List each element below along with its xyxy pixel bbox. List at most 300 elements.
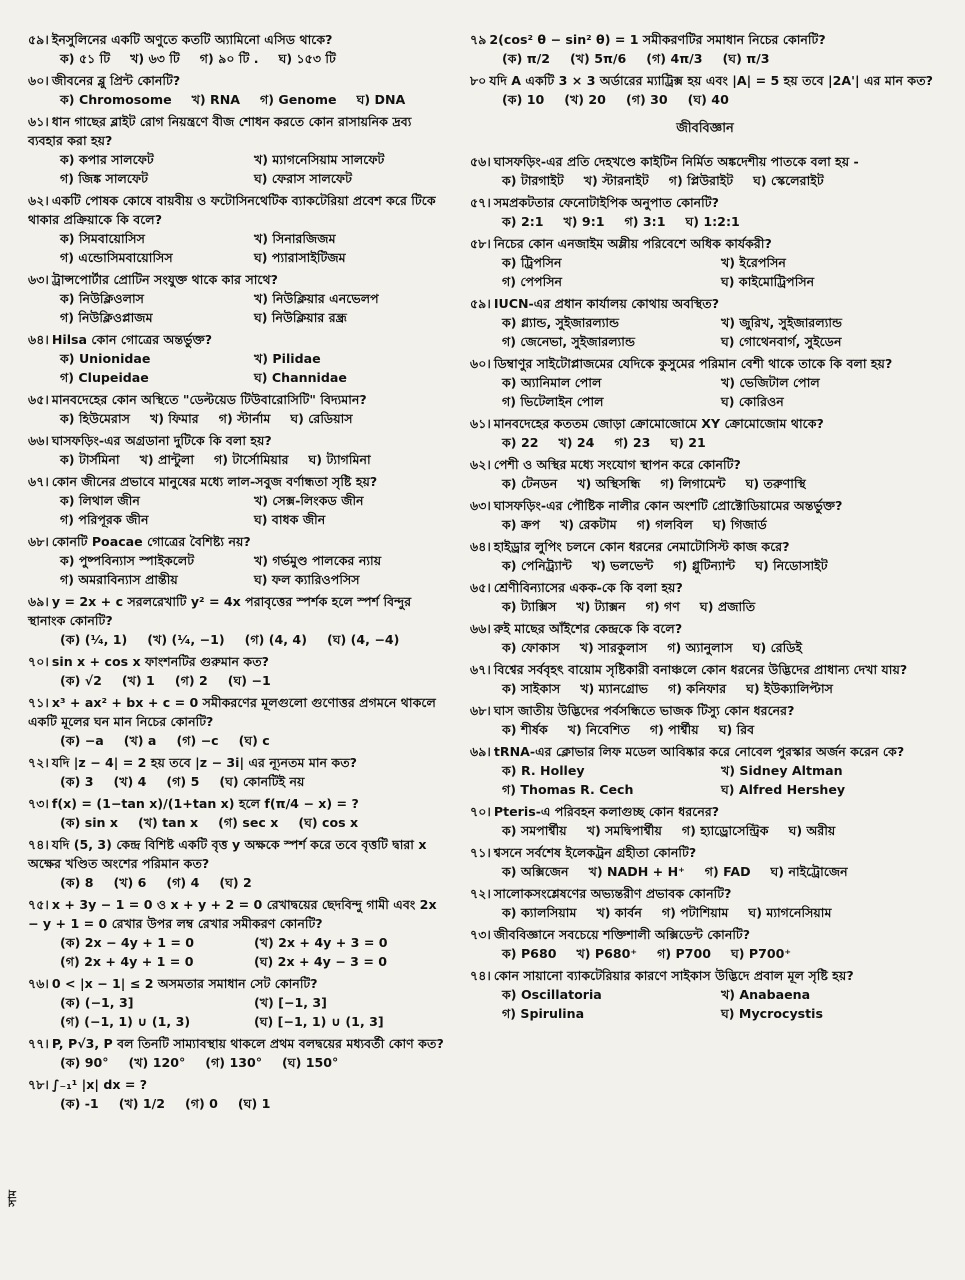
- answer-option[interactable]: (গ) 4π/3: [646, 51, 703, 66]
- answer-option[interactable]: ঘ) কাইমোট্রিপসিন: [721, 274, 815, 289]
- options-list: [28, 933, 448, 971]
- answer-option[interactable]: গ) গণ: [645, 599, 680, 614]
- answer-option[interactable]: ঘ) গিজার্ড: [712, 517, 767, 532]
- options-list: [28, 551, 448, 589]
- options-list: [28, 1094, 448, 1113]
- answer-option[interactable]: গ) গ্লুটিন্যান্ট: [673, 558, 736, 573]
- answer-option[interactable]: গ) নিউক্লিওপ্লাজম: [60, 310, 153, 325]
- options-list: [470, 821, 940, 840]
- answer-option[interactable]: গ) টার্সোমিয়ার: [213, 452, 289, 467]
- question-number: ৭৮।: [28, 1077, 49, 1092]
- answer-option[interactable]: ঘ) Alfred Hershey: [721, 782, 846, 797]
- question-number: ৭২।: [470, 886, 491, 901]
- answer-option[interactable]: ঘ) তরুণাস্থি: [745, 476, 806, 491]
- answer-option[interactable]: খ) গর্ভমুণ্ড পালকের ন্যায়: [254, 553, 382, 568]
- question-number: ৭৪।: [28, 837, 49, 852]
- answer-option[interactable]: (ঘ) 1: [237, 1096, 271, 1111]
- answer-option[interactable]: ক) হিউমেরাস: [60, 411, 130, 426]
- answer-option[interactable]: ঘ) ম্যাগনেসিয়াম: [748, 905, 832, 920]
- question-stem: যদি |z − 4| = 2 হয় তবে |z − 3i| এর ন্যূনতম মান কত?: [51, 755, 357, 770]
- question-stem: sin x + cos x ফাংশনটির গুরুমান কত?: [51, 654, 269, 669]
- question-text: [470, 71, 940, 90]
- answer-option[interactable]: ঘ) অরীয়: [788, 823, 836, 838]
- answer-option[interactable]: গ) Genome: [260, 92, 337, 107]
- question-text: [470, 152, 940, 171]
- answer-option[interactable]: গ) লিগামেন্ট: [660, 476, 726, 491]
- answer-option[interactable]: গ) Spirulina: [502, 1006, 585, 1021]
- answer-option[interactable]: খ) ইরেপসিন: [721, 255, 786, 270]
- question-number: ৬৮।: [28, 534, 49, 549]
- answer-option[interactable]: ঘ) কোরিওন: [721, 394, 784, 409]
- question-text: [470, 966, 940, 985]
- answer-option[interactable]: ঘ) 21: [670, 435, 706, 450]
- answer-option[interactable]: গ) প্লিউরাইট: [668, 173, 734, 188]
- answer-option[interactable]: খ) NADH + H⁺: [588, 864, 685, 879]
- answer-option[interactable]: ক) R. Holley: [502, 763, 585, 778]
- answer-option[interactable]: গ) পেপসিন: [502, 274, 563, 289]
- question: [28, 974, 448, 1031]
- answer-option[interactable]: ক) সাইকাস: [502, 681, 561, 696]
- answer-option[interactable]: ক) সিমবায়োসিস: [60, 231, 145, 246]
- answer-option[interactable]: খ) রেকটাম: [560, 517, 617, 532]
- question-number: ৬০।: [470, 356, 491, 371]
- answer-option[interactable]: গ) Thomas R. Cech: [502, 782, 634, 797]
- answer-option[interactable]: খ) ট্যাক্সন: [576, 599, 626, 614]
- answer-option[interactable]: (ঘ) [−1, 1) ∪ (1, 3]: [254, 1014, 384, 1029]
- answer-option[interactable]: গ) ৯০ টি .: [199, 51, 259, 66]
- question-stem: 2(cos² θ − sin² θ) = 1 সমীকরণটির সমাধান নিচের কোনটি?: [489, 32, 826, 47]
- answer-option[interactable]: খ) স্টারনাইট: [583, 173, 649, 188]
- options-list: [28, 1053, 448, 1072]
- answer-option[interactable]: খ) ভেজিটাল পোল: [721, 375, 820, 390]
- answer-option[interactable]: গ) কনিফার: [668, 681, 727, 696]
- options-list: [470, 597, 940, 616]
- answer-option[interactable]: খ) সারকুলাস: [579, 640, 648, 655]
- answer-option[interactable]: খ) সেক্স-লিংকড জীন: [254, 493, 364, 508]
- answer-option[interactable]: ক) Chromosome: [60, 92, 172, 107]
- answer-option[interactable]: (ক) 90°: [60, 1055, 109, 1070]
- question-number: ৬৩।: [470, 498, 491, 513]
- question-stem: সমপ্রকটতার ফেনোটাইপিক অনুপাত কোনটি?: [493, 195, 719, 210]
- options-list: [28, 993, 448, 1031]
- answer-option[interactable]: ক) ৫১ টি: [60, 51, 111, 66]
- question-text: [470, 742, 940, 761]
- question: [470, 537, 940, 575]
- answer-option[interactable]: ঘ) P700⁺: [730, 946, 792, 961]
- question-text: [470, 193, 940, 212]
- question-text: [470, 414, 940, 433]
- question-stem: কোনটি Poacae গোত্রের বৈশিষ্ট্য নয়?: [51, 534, 251, 549]
- answer-option[interactable]: ক) গ্ল্যান্ড, সুইজারল্যান্ড: [502, 315, 620, 330]
- question: [28, 270, 448, 327]
- answer-option[interactable]: (গ) 0: [185, 1096, 218, 1111]
- question: [470, 455, 940, 493]
- answer-option[interactable]: (ক) 3: [60, 774, 94, 789]
- answer-option[interactable]: খ) ম্যাগনেসিয়াম সালফেট: [254, 152, 385, 167]
- question-number: ৭৯: [470, 32, 487, 47]
- answer-option[interactable]: ক) লিথাল জীন: [60, 493, 140, 508]
- answer-option[interactable]: (ঘ) কোনটিই নয়: [219, 774, 305, 789]
- question: [28, 472, 448, 529]
- options-list: [470, 556, 940, 575]
- answer-option[interactable]: (ক) -1: [60, 1096, 99, 1111]
- question-stem: ঘাস জাতীয় উদ্ভিদের পর্বসন্ধিতে ভাজক টিস্যু কোন ধরনের?: [493, 703, 795, 718]
- answer-option[interactable]: (গ) −c: [176, 733, 219, 748]
- answer-option[interactable]: ঘ) প্যারাসাইটিজম: [254, 250, 346, 265]
- answer-option[interactable]: ঘ) গোথেনবার্গ, সুইডেন: [721, 334, 842, 349]
- answer-option[interactable]: ক) অ্যানিমাল পোল: [502, 375, 602, 390]
- answer-option[interactable]: (খ) 120°: [128, 1055, 186, 1070]
- question: [470, 701, 940, 739]
- question: [28, 794, 448, 832]
- question-number: ৬২।: [470, 457, 491, 472]
- options-list: [470, 474, 940, 493]
- answer-option[interactable]: (ঘ) 2: [219, 875, 252, 890]
- answer-option[interactable]: গ) এন্ডোসিমবায়োসিস: [60, 250, 173, 265]
- answer-option[interactable]: ঘ) নিউক্লিয়ার রন্ধ্র: [254, 310, 347, 325]
- question: [470, 966, 940, 1023]
- answer-option[interactable]: ক) ক্যালসিয়াম: [502, 905, 577, 920]
- answer-option[interactable]: (খ) 6: [113, 875, 147, 890]
- question-text: [28, 390, 448, 409]
- answer-option[interactable]: ঘ) ফল ক্যারিওপসিস: [254, 572, 360, 587]
- answer-option[interactable]: ক) অক্সিজেন: [502, 864, 569, 879]
- question-number: ৭১।: [28, 695, 49, 710]
- answer-option[interactable]: খ) কার্বন: [596, 905, 642, 920]
- answer-option[interactable]: (খ) 2x + 4y + 3 = 0: [254, 935, 388, 950]
- question-number: ৮০: [470, 73, 487, 88]
- question-text: [470, 354, 940, 373]
- options-list: [470, 433, 940, 452]
- question-text: [470, 578, 940, 597]
- answer-option[interactable]: (ক) π/2: [502, 51, 551, 66]
- question: [470, 414, 940, 452]
- answer-option[interactable]: খ) 24: [558, 435, 595, 450]
- question-stem: ঘাসফড়িং-এর প্রতি দেহখণ্ডে কাইটিন নির্মিত অঙ্কদেশীয় পাতকে বলা হয় -: [493, 154, 859, 169]
- options-list: [470, 253, 940, 291]
- answer-option[interactable]: গ) Clupeidae: [60, 370, 149, 385]
- question-stem: শ্বসনে সর্বশেষ ইলেকট্রন গ্রহীতা কোনটি?: [493, 845, 697, 860]
- question: [28, 30, 448, 68]
- answer-option[interactable]: (গ) 2: [174, 673, 208, 688]
- answer-option[interactable]: ক) 2:1: [502, 214, 544, 229]
- question-text: [28, 112, 448, 150]
- answer-option[interactable]: (ক) (−1, 3]: [60, 995, 134, 1010]
- answer-option[interactable]: (গ) 130°: [205, 1055, 263, 1070]
- options-list: [28, 289, 448, 327]
- answer-option[interactable]: (খ) a: [123, 733, 157, 748]
- answer-option[interactable]: (ঘ) 2x + 4y − 3 = 0: [254, 954, 388, 969]
- answer-option[interactable]: খ) ৬৩ টি: [130, 51, 180, 66]
- answer-option[interactable]: গ) অমরাবিন্যাস প্রান্তীয়: [60, 572, 178, 587]
- question-number: ৭৩।: [28, 796, 49, 811]
- question: [470, 619, 940, 657]
- answer-option[interactable]: গ) অ্যানুলাস: [667, 640, 733, 655]
- answer-option[interactable]: (খ) 20: [564, 92, 606, 107]
- question-stem: x³ + ax² + bx + c = 0 সমীকরণের মূলগুলো গুণোত্তর প্রগমনে থাকলে একটি মূলের ঘন মান নিচের কোনটি?: [28, 695, 436, 729]
- answer-option[interactable]: (খ) 1: [121, 673, 155, 688]
- question-number: ৭০।: [470, 804, 491, 819]
- question-stem: একটি পোষক কোষে বায়বীয় ও ফটোসিনথেটিক ব্যাকটেরিয়া প্রবেশ করে টিকে থাকার প্রক্রিয়াকে কি বলে?: [28, 193, 436, 227]
- question-number: ৫৮।: [470, 236, 491, 251]
- answer-option[interactable]: ক) Oscillatoria: [502, 987, 602, 1002]
- answer-option[interactable]: ঘ) ইউক্যালিপ্টাস: [746, 681, 833, 696]
- question-stem: জীববিজ্ঞানে সবচেয়ে শক্তিশালী অক্সিডেন্ট কোনটি?: [493, 927, 751, 942]
- answer-option[interactable]: ঘ) ১৫৩ টি: [278, 51, 336, 66]
- answer-option[interactable]: ঘ) নিডোসাইট: [755, 558, 828, 573]
- answer-option[interactable]: খ) Pilidae: [254, 351, 321, 366]
- answer-option[interactable]: গ) ভিটেলাইন পোল: [502, 394, 604, 409]
- answer-option[interactable]: খ) RNA: [191, 92, 241, 107]
- question-number: ৬৪।: [470, 539, 491, 554]
- question-stem: f(x) = (1−tan x)/(1+tan x) হলে f(π/4 − x) = ?: [51, 796, 359, 811]
- question: [470, 234, 940, 291]
- answer-option[interactable]: ক) P680: [502, 946, 557, 961]
- question-stem: মানবদেহের কোন অস্থিতে "ডেল্টয়েড টিউবারোসিটি" বিদ্যমান?: [51, 392, 367, 407]
- question-number: ৭৪।: [470, 968, 491, 983]
- answer-option[interactable]: খ) সমদ্বিপার্শ্বীয়: [586, 823, 662, 838]
- answer-option[interactable]: ক) পেনিট্র্যান্ট: [502, 558, 572, 573]
- answer-option[interactable]: (গ) 5: [166, 774, 200, 789]
- answer-option[interactable]: খ) জুরিখ, সুইজারল্যান্ড: [721, 315, 843, 330]
- answer-option[interactable]: খ) ফিমার: [149, 411, 199, 426]
- answer-option[interactable]: (গ) 30: [625, 92, 668, 107]
- answer-option[interactable]: গ) পার্শ্বীয়: [649, 722, 699, 737]
- question: [470, 578, 940, 616]
- answer-option[interactable]: (খ) (¹⁄₄, −1): [147, 632, 225, 647]
- answer-option[interactable]: ঘ) রিব: [718, 722, 755, 737]
- answer-option[interactable]: ক) কপার সালফেট: [60, 152, 154, 167]
- question: [28, 835, 448, 892]
- answer-option[interactable]: গ) P700: [657, 946, 711, 961]
- question-number: ৬৮।: [470, 703, 491, 718]
- answer-option[interactable]: ক) টার্সমিনা: [60, 452, 120, 467]
- answer-option[interactable]: (ক) 10: [502, 92, 545, 107]
- question-text: [28, 270, 448, 289]
- options-list: [470, 638, 940, 657]
- question-text: [28, 330, 448, 349]
- question-stem: Pteris-এ পরিবহন কলাগুচ্ছ কোন ধরনের?: [493, 804, 720, 819]
- question-stem: IUCN-এর প্রধান কার্যালয় কোথায় অবস্থিত?: [493, 296, 720, 311]
- question-text: [28, 1075, 448, 1094]
- answer-option[interactable]: খ) 9:1: [563, 214, 605, 229]
- question-number: ৬৯।: [470, 744, 491, 759]
- answer-option[interactable]: খ) ম্যানগ্রোভ: [580, 681, 649, 696]
- answer-option[interactable]: গ) হ্যাড্রোসেন্ট্রিক: [681, 823, 769, 838]
- answer-option[interactable]: (ঘ) (4, −4): [326, 632, 400, 647]
- question-stem: সালোকসংশ্লেষণের অভ্যন্তরীণ প্রভাবক কোনটি?: [493, 886, 732, 901]
- answer-option[interactable]: ক) শীর্ষক: [502, 722, 548, 737]
- section-title-biology: জীববিজ্ঞান: [676, 121, 734, 136]
- question: [470, 152, 940, 190]
- answer-option[interactable]: (গ) (4, 4): [244, 632, 307, 647]
- answer-option[interactable]: গ) পরিপূরক জীন: [60, 512, 149, 527]
- answer-option[interactable]: গ) জিঙ্ক সালফেট: [60, 171, 149, 186]
- answer-option[interactable]: (খ) tan x: [138, 815, 199, 830]
- answer-option[interactable]: খ) প্রান্টুলা: [139, 452, 194, 467]
- options-list: [28, 349, 448, 387]
- question-number: ৭৭।: [28, 1036, 49, 1051]
- answer-option[interactable]: (খ) 1/2: [118, 1096, 165, 1111]
- options-list: [470, 985, 940, 1023]
- answer-option[interactable]: ক) 22: [502, 435, 539, 450]
- answer-option[interactable]: খ) ভলভেন্ট: [591, 558, 654, 573]
- answer-option[interactable]: ক) টারগাইট: [502, 173, 564, 188]
- answer-option[interactable]: (খ) [−1, 3]: [254, 995, 327, 1010]
- answer-option[interactable]: ঘ) রেডিয়াস: [290, 411, 353, 426]
- answer-option[interactable]: ঘ) ফেরাস সালফেট: [254, 171, 352, 186]
- answer-option[interactable]: ঘ) Channidae: [254, 370, 347, 385]
- answer-option[interactable]: (গ) 2x + 4y + 1 = 0: [60, 954, 194, 969]
- answer-option[interactable]: (ঘ) −1: [227, 673, 271, 688]
- question-text: [470, 30, 940, 49]
- answer-option[interactable]: ঘ) নাইট্রোজেন: [770, 864, 848, 879]
- question-number: ৫৭।: [470, 195, 491, 210]
- answer-option[interactable]: গ) FAD: [704, 864, 751, 879]
- answer-option[interactable]: ঘ) স্কেলেরাইট: [753, 173, 824, 188]
- answer-option[interactable]: ক) ক্রপ: [502, 517, 541, 532]
- answer-option[interactable]: (খ) 4: [113, 774, 147, 789]
- answer-option[interactable]: ক) ট্যাক্সিস: [502, 599, 557, 614]
- question-text: [28, 592, 448, 630]
- options-list: [470, 720, 940, 739]
- answer-option[interactable]: (ঘ) 150°: [282, 1055, 339, 1070]
- answer-option[interactable]: গ) গলবিল: [636, 517, 693, 532]
- question-text: [470, 234, 940, 253]
- options-list: [470, 862, 940, 881]
- answer-option[interactable]: ক) নিউক্লিওলাস: [60, 291, 144, 306]
- right-column: [470, 30, 940, 1026]
- answer-option[interactable]: (ঘ) c: [238, 733, 270, 748]
- options-list: [28, 873, 448, 892]
- answer-option[interactable]: ঘ) 1:2:1: [685, 214, 740, 229]
- answer-option[interactable]: ঘ) বাধক জীন: [254, 512, 326, 527]
- question: [470, 843, 940, 881]
- answer-option[interactable]: (ঘ) π/3: [722, 51, 770, 66]
- answer-option[interactable]: ক) ট্রিপসিন: [502, 255, 562, 270]
- answer-option[interactable]: (ক) −a: [60, 733, 104, 748]
- answer-option[interactable]: ঘ) ট্যাগমিনা: [308, 452, 371, 467]
- answer-option[interactable]: (খ) 5π/6: [570, 51, 627, 66]
- question-stem: ঘাসফড়িং-এর পৌষ্টিক নালীর কোন অংশটি প্রোক্টোডিয়ামের অন্তর্ভুক্ত?: [493, 498, 843, 513]
- answer-option[interactable]: খ) নিউক্লিয়ার এনভেলপ: [254, 291, 379, 306]
- answer-option[interactable]: গ) 23: [614, 435, 651, 450]
- answer-option[interactable]: (গ) sec x: [218, 815, 279, 830]
- question-stem: Hilsa কোন গোত্রের অন্তর্ভুক্ত?: [51, 332, 213, 347]
- answer-option[interactable]: গ) স্টার্নাম: [218, 411, 271, 426]
- question-text: [28, 71, 448, 90]
- question-text: [470, 496, 940, 515]
- question-number: ৬৪।: [28, 332, 49, 347]
- answer-option[interactable]: ক) সমপার্শ্বীয়: [502, 823, 567, 838]
- question-stem: মানবদেহের কততম জোড়া ক্রোমোজোমে XY ক্রোমোজোম থাকে?: [493, 416, 824, 431]
- question-stem: P, P√3, P বল তিনটি সাম্যাবস্থায় থাকলে প্রথম বলদ্বয়ের মধ্যবর্তী কোণ কত?: [51, 1036, 444, 1051]
- answer-option[interactable]: (ক) 8: [60, 875, 94, 890]
- answer-option[interactable]: ক) টেনডন: [502, 476, 558, 491]
- options-list: [470, 373, 940, 411]
- question-stem: কোন জীনের প্রভাবে মানুষের মধ্যে লাল-সবুজ বর্ণান্ধতা সৃষ্টি হয়?: [51, 474, 378, 489]
- answer-option[interactable]: (ঘ) cos x: [298, 815, 359, 830]
- answer-option[interactable]: ক) পুষ্পবিন্যাস স্পাইকলেট: [60, 553, 195, 568]
- options-list: [28, 150, 448, 188]
- options-list: [28, 491, 448, 529]
- question-text: [28, 472, 448, 491]
- answer-option[interactable]: (ক) √2: [60, 673, 102, 688]
- question-number: ৫৯।: [28, 32, 49, 47]
- question-text: [470, 802, 940, 821]
- answer-option[interactable]: গ) জেনেভা, সুইজারল্যান্ড: [502, 334, 636, 349]
- question-number: ৬৫।: [470, 580, 491, 595]
- question-number: ৬১।: [470, 416, 491, 431]
- question-text: [28, 753, 448, 772]
- answer-option[interactable]: (ক) sin x: [60, 815, 118, 830]
- options-list: [28, 49, 448, 68]
- answer-option[interactable]: খ) Anabaena: [721, 987, 811, 1002]
- answer-option[interactable]: ক) ফোকাস: [502, 640, 560, 655]
- answer-option[interactable]: (গ) (−1, 1) ∪ (1, 3): [60, 1014, 191, 1029]
- question-stem: নিচের কোন এনজাইম অম্লীয় পরিবেশে অধিক কার্যকরী?: [493, 236, 772, 251]
- answer-option[interactable]: ঘ) DNA: [356, 92, 406, 107]
- question-stem: x + 3y − 1 = 0 ও x + y + 2 = 0 রেখাদ্বয়ের ছেদবিন্দু গামী এবং 2x − y + 1 = 0 রেখার উপর লম্ব রেখার সমীকরণ কোনটি?: [28, 897, 437, 931]
- answer-option[interactable]: খ) Sidney Altman: [721, 763, 843, 778]
- question-number: ৬৫।: [28, 392, 49, 407]
- question-text: [28, 191, 448, 229]
- question-text: [470, 455, 940, 474]
- answer-option[interactable]: খ) নিবেশিত: [567, 722, 630, 737]
- options-list: [28, 450, 448, 469]
- question-stem: শ্রেণীবিন্যাসের একক-কে কি বলা হয়?: [493, 580, 683, 595]
- question-number: ৭৩।: [470, 927, 491, 942]
- answer-option[interactable]: ঘ) Mycrocystis: [721, 1006, 823, 1021]
- options-list: [470, 515, 940, 534]
- options-list: [28, 671, 448, 690]
- answer-option[interactable]: ঘ) প্রজাতি: [699, 599, 756, 614]
- options-list: [28, 731, 448, 750]
- answer-option[interactable]: খ) অস্থিসন্ধি: [577, 476, 641, 491]
- options-list: [470, 49, 940, 68]
- answer-option[interactable]: গ) 3:1: [624, 214, 666, 229]
- answer-option[interactable]: ঘ) রেডিই: [752, 640, 803, 655]
- answer-option[interactable]: (গ) 4: [166, 875, 200, 890]
- options-list: [28, 813, 448, 832]
- question-number: ৫৯।: [470, 296, 491, 311]
- answer-option[interactable]: খ) সিনারজিজম: [254, 231, 336, 246]
- question-text: [470, 925, 940, 944]
- question: [470, 30, 940, 68]
- question-stem: যদি A একটি 3 × 3 অর্ডারের ম্যাট্রিক্স হয় এবং |A| = 5 হয় তবে |2A'| এর মান কত?: [489, 73, 933, 88]
- question: [28, 191, 448, 267]
- answer-option[interactable]: ক) Unionidae: [60, 351, 151, 366]
- answer-option[interactable]: খ) P680⁺: [576, 946, 638, 961]
- options-list: [28, 772, 448, 791]
- question-number: ৬৭।: [28, 474, 49, 489]
- question-number: ৬৬।: [28, 433, 49, 448]
- question: [28, 112, 448, 188]
- question-stem: ডিম্বাণুর সাইটোপ্লাজমের যেদিকে কুসুমের পরিমান বেশী থাকে তাকে কি বলা হয়?: [493, 356, 893, 371]
- answer-option[interactable]: (ক) (¹⁄₄, 1): [60, 632, 128, 647]
- question-stem: tRNA-এর ক্লোভার লিফ মডেল আবিষ্কার করে নোবেল পুরস্কার অর্জন করেন কে?: [493, 744, 905, 759]
- side-mark: সাম: [6, 1190, 19, 1207]
- question-number: ৭১।: [470, 845, 491, 860]
- question: [28, 693, 448, 750]
- answer-option[interactable]: (ঘ) 40: [687, 92, 729, 107]
- answer-option[interactable]: (ক) 2x − 4y + 1 = 0: [60, 935, 195, 950]
- question-stem: কোন সায়ানো ব্যাকটেরিয়ার কারণে সাইকাস উদ্ভিদে প্রবাল মূল সৃষ্টি হয়?: [493, 968, 854, 983]
- question-number: ৬২।: [28, 193, 49, 208]
- answer-option[interactable]: গ) পটাশিয়াম: [661, 905, 729, 920]
- question-text: [470, 619, 940, 638]
- question: [28, 1075, 448, 1113]
